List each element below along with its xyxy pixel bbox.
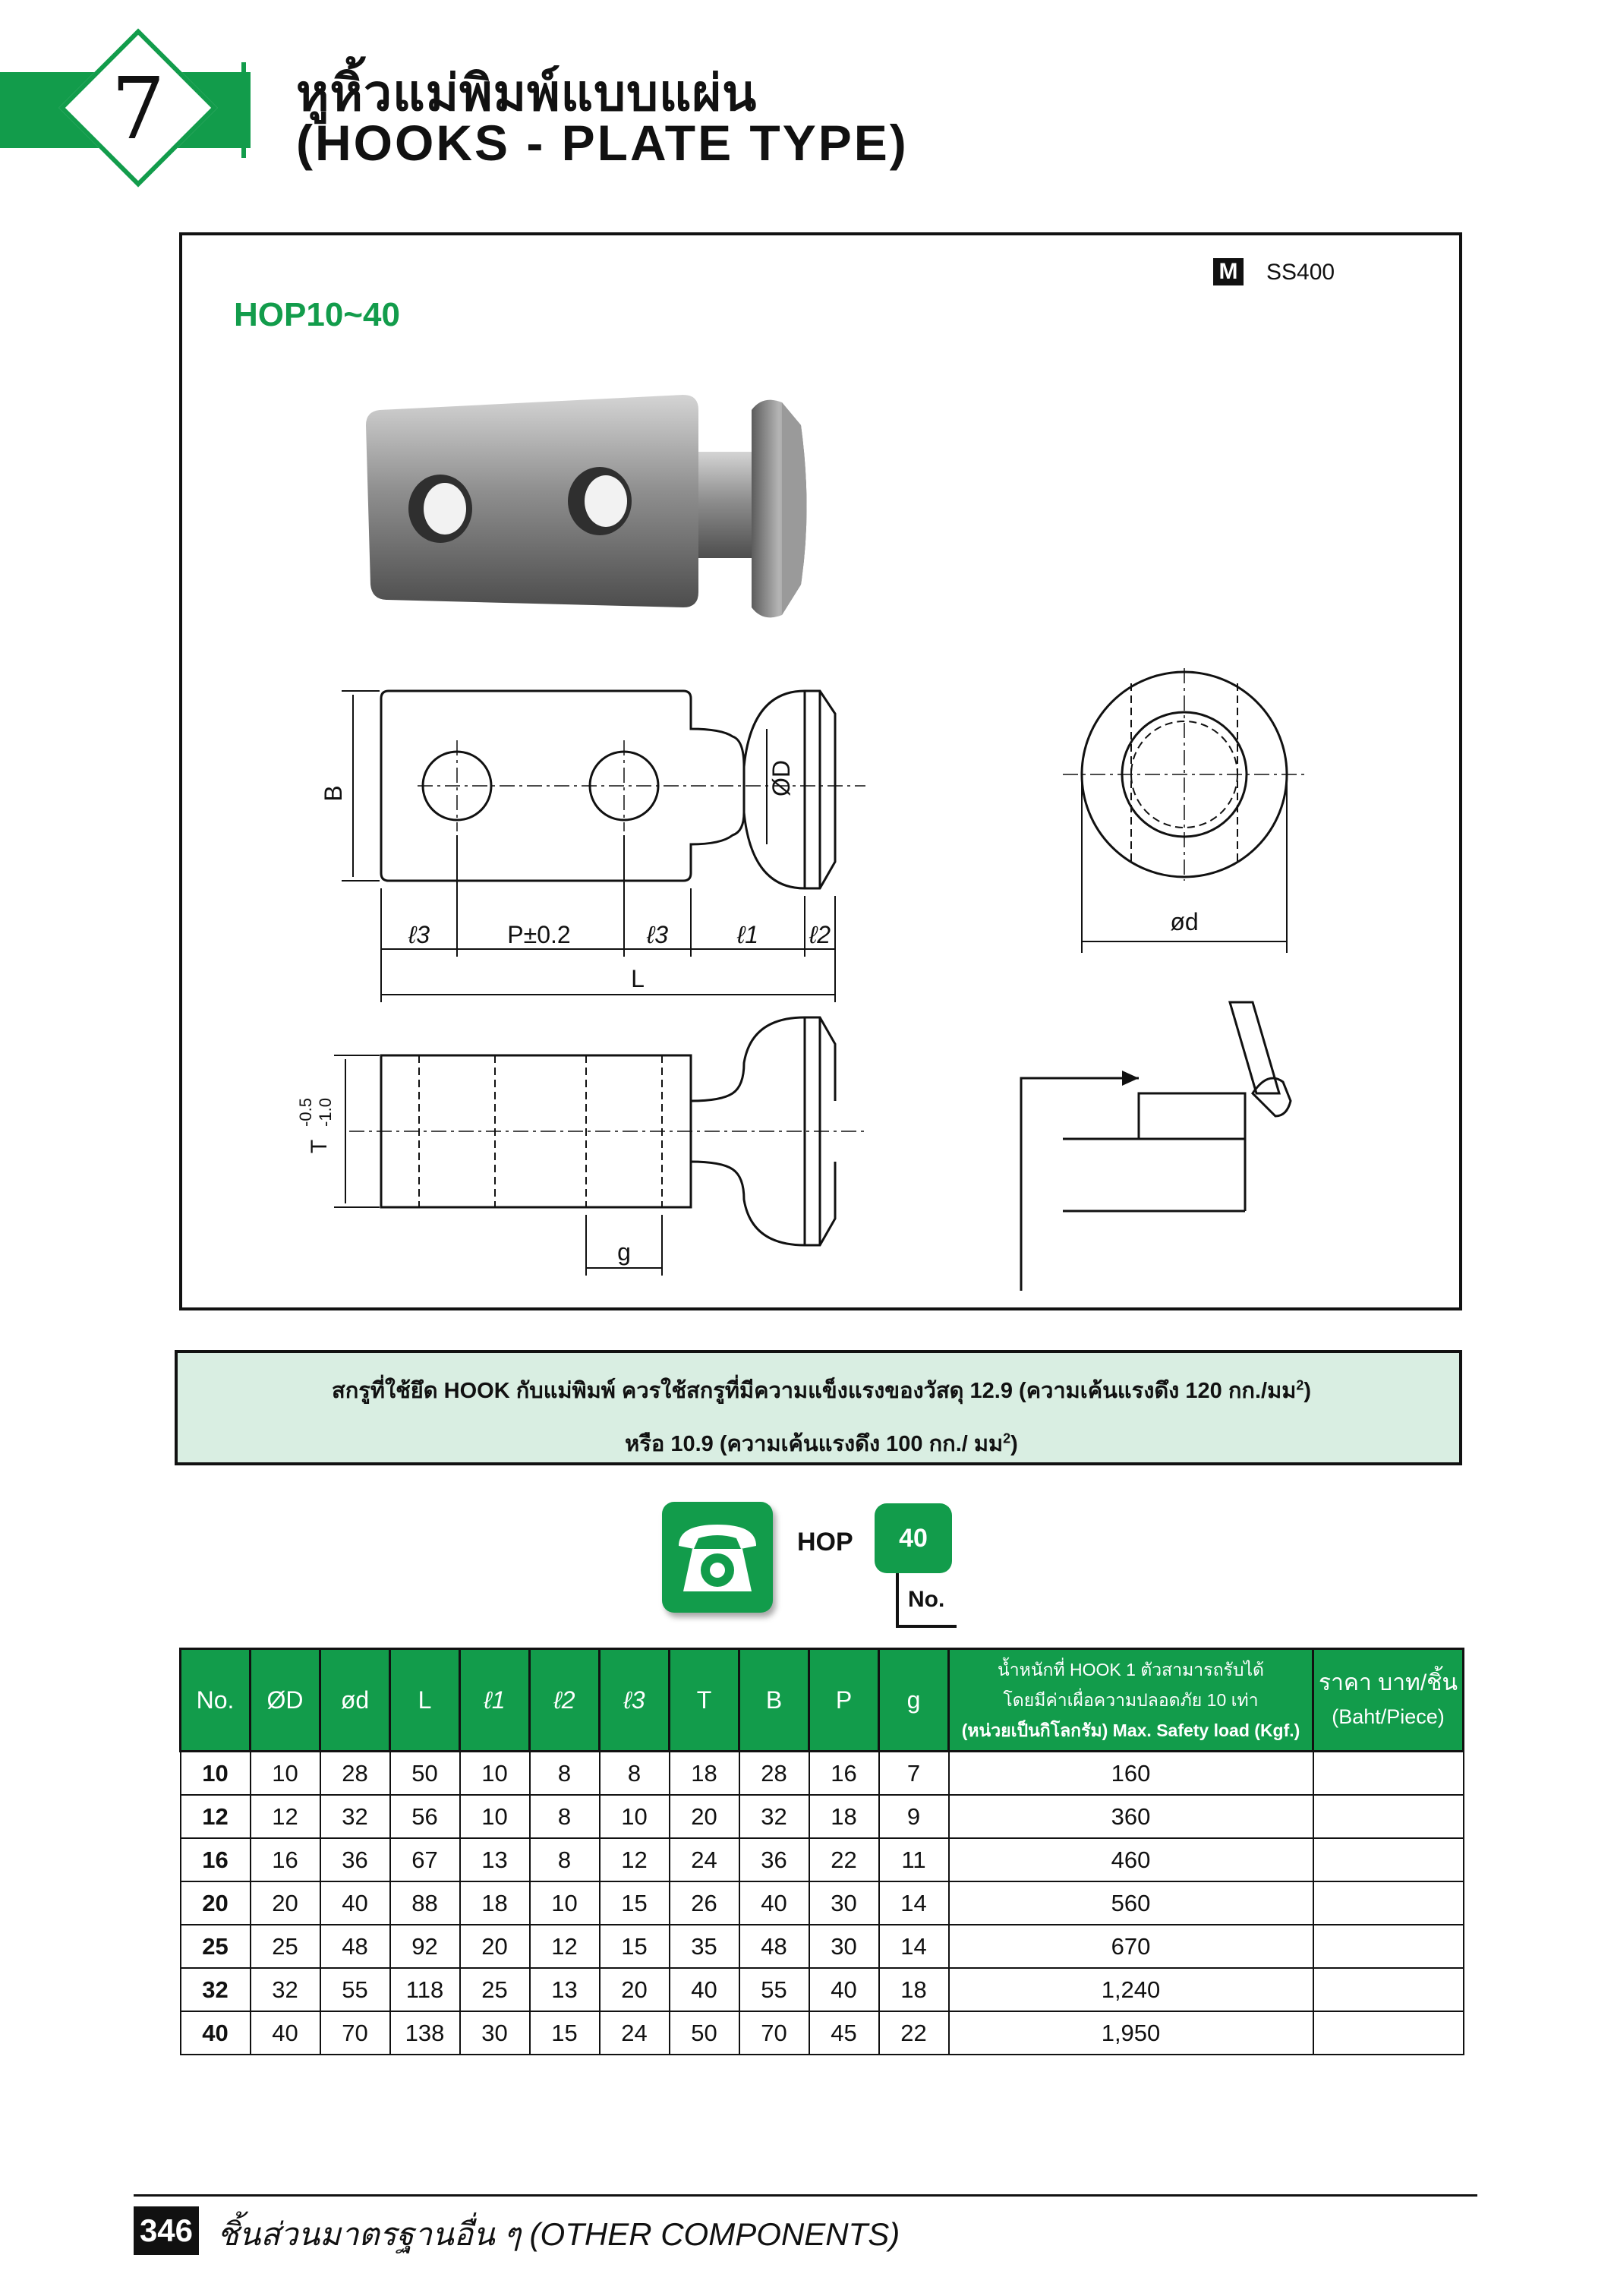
cell-l1: 30 [460, 2011, 530, 2055]
cell-P: 18 [809, 1795, 879, 1838]
cell-D: 10 [251, 1752, 320, 1796]
cell-l2: 13 [530, 1968, 600, 2011]
cell-price [1313, 1752, 1464, 1796]
dim-label-T: T [307, 1139, 332, 1154]
page-title-thai: หูหิ้วแม่พิมพ์แบบแผ่น [296, 65, 758, 121]
cell-P: 16 [809, 1752, 879, 1796]
cell-l3: 20 [600, 1968, 670, 2011]
cell-T: 35 [670, 1925, 739, 1968]
page-number: 346 [134, 2206, 199, 2255]
cell-load: 670 [949, 1925, 1313, 1968]
technical-drawing [288, 668, 1367, 1291]
cell-l3: 8 [600, 1752, 670, 1796]
cell-L: 92 [390, 1925, 460, 1968]
cell-L: 138 [390, 2011, 460, 2055]
cell-D: 20 [251, 1881, 320, 1925]
cell-price [1313, 1925, 1464, 1968]
cell-B: 36 [739, 1838, 809, 1881]
cell-load: 160 [949, 1752, 1313, 1796]
cell-L: 56 [390, 1795, 460, 1838]
header-no: No. [181, 1649, 251, 1752]
note-box [175, 1350, 1462, 1465]
product-photo [357, 380, 888, 638]
cell-g: 14 [879, 1925, 949, 1968]
cell-price [1313, 2011, 1464, 2055]
cell-d: 55 [320, 1968, 390, 2011]
header-d: ød [320, 1649, 390, 1752]
cell-D: 12 [251, 1795, 320, 1838]
cell-g: 9 [879, 1795, 949, 1838]
dim-label-D: ØD [768, 760, 795, 796]
cell-d: 40 [320, 1881, 390, 1925]
cell-B: 28 [739, 1752, 809, 1796]
cell-no: 40 [181, 2011, 251, 2055]
table-row [181, 1752, 1464, 1796]
header-l3: ℓ3 [600, 1649, 670, 1752]
dim-label-l3-right: ℓ3 [646, 921, 669, 948]
cell-L: 118 [390, 1968, 460, 2011]
dim-label-P: P±0.2 [507, 921, 571, 948]
cell-no: 16 [181, 1838, 251, 1881]
cell-l2: 15 [530, 2011, 600, 2055]
cell-no: 32 [181, 1968, 251, 2011]
cell-l2: 8 [530, 1795, 600, 1838]
cell-d: 70 [320, 2011, 390, 2055]
cell-T: 26 [670, 1881, 739, 1925]
table-row [181, 1795, 1464, 1838]
table-row [181, 1968, 1464, 2011]
cell-g: 22 [879, 2011, 949, 2055]
cell-L: 50 [390, 1752, 460, 1796]
cell-l1: 10 [460, 1752, 530, 1796]
header-max-safety-load: น้ำหนักที่ HOOK 1 ตัวสามารถรับได้ โดยมีค่าเผื่อความปลอดภัย 10 เท่า (หน่วยเป็นกิโลกรัม) Max. Safety load (Kgf.) [949, 1649, 1313, 1752]
page-title-english: (HOOKS - PLATE TYPE) [296, 115, 909, 171]
cell-no: 20 [181, 1881, 251, 1925]
material-name: SS400 [1266, 260, 1335, 285]
note-line-2: หรือ 10.9 (ความเค้นแรงดึง 100 กก./ มม$^2$) [625, 1430, 1018, 1456]
order-number-label: No. [908, 1587, 945, 1612]
cell-D: 16 [251, 1838, 320, 1881]
cell-price [1313, 1881, 1464, 1925]
telephone-icon [662, 1502, 773, 1613]
note-line-1: สกรูที่ใช้ยึด HOOK กับแม่พิมพ์ ควรใช้สกรูที่มีความแข็งแรงของวัสดุ 12.9 (ความเค้นแรงดึง 120 กก./มม$^2$) [332, 1377, 1311, 1403]
cell-g: 11 [879, 1838, 949, 1881]
material-badge: M [1213, 258, 1244, 285]
cell-l3: 15 [600, 1925, 670, 1968]
cell-price [1313, 1968, 1464, 2011]
phone-order-icon [662, 1502, 773, 1613]
table-row [181, 1881, 1464, 1925]
spec-table-body [181, 1752, 1464, 2055]
dim-label-d: ød [1170, 908, 1199, 935]
cell-load: 560 [949, 1881, 1313, 1925]
header-P: P [809, 1649, 879, 1752]
cell-g: 7 [879, 1752, 949, 1796]
dim-label-T-tol-lower: -1.0 [316, 1098, 335, 1127]
cell-P: 40 [809, 1968, 879, 2011]
dim-label-l2: ℓ2 [809, 921, 831, 948]
cell-L: 67 [390, 1838, 460, 1881]
cell-l3: 12 [600, 1838, 670, 1881]
header-B: B [739, 1649, 809, 1752]
cell-l2: 10 [530, 1881, 600, 1925]
cell-B: 32 [739, 1795, 809, 1838]
cell-l1: 25 [460, 1968, 530, 2011]
cell-g: 14 [879, 1881, 949, 1925]
header-L: L [390, 1649, 460, 1752]
table-row [181, 2011, 1464, 2055]
table-row [181, 1838, 1464, 1881]
header-price: ราคา บาท/ชิ้น (Baht/Piece) [1313, 1649, 1464, 1752]
cell-P: 30 [809, 1925, 879, 1968]
cell-l1: 20 [460, 1925, 530, 1968]
order-prefix: HOP [797, 1528, 853, 1556]
cell-l3: 10 [600, 1795, 670, 1838]
order-number: 40 [875, 1503, 952, 1573]
table-header-row [181, 1649, 1464, 1752]
cell-d: 28 [320, 1752, 390, 1796]
table-row [181, 1925, 1464, 1968]
cell-B: 40 [739, 1881, 809, 1925]
cell-T: 20 [670, 1795, 739, 1838]
cell-l3: 15 [600, 1881, 670, 1925]
spec-table [179, 1648, 1464, 2055]
cell-load: 1,950 [949, 2011, 1313, 2055]
dim-label-B: B [320, 785, 347, 802]
cell-l2: 8 [530, 1752, 600, 1796]
cell-T: 18 [670, 1752, 739, 1796]
cell-T: 40 [670, 1968, 739, 2011]
cell-l2: 8 [530, 1838, 600, 1881]
cell-l3: 24 [600, 2011, 670, 2055]
cell-no: 12 [181, 1795, 251, 1838]
header-l1: ℓ1 [460, 1649, 530, 1752]
cell-l1: 13 [460, 1838, 530, 1881]
dim-label-l1: ℓ1 [736, 921, 759, 948]
cell-l1: 18 [460, 1881, 530, 1925]
header-g: g [879, 1649, 949, 1752]
cell-no: 25 [181, 1925, 251, 1968]
header-T: T [670, 1649, 739, 1752]
dim-label-l3-left: ℓ3 [408, 921, 430, 948]
cell-load: 360 [949, 1795, 1313, 1838]
cell-price [1313, 1838, 1464, 1881]
section-number: 7 [111, 60, 165, 159]
cell-l1: 10 [460, 1795, 530, 1838]
cell-load: 1,240 [949, 1968, 1313, 2011]
header-D: ØD [251, 1649, 320, 1752]
footer-rule [134, 2194, 1477, 2197]
cell-g: 18 [879, 1968, 949, 2011]
footer-section-title: ชิ้นส่วนมาตรฐานอื่น ๆ (OTHER COMPONENTS) [217, 2216, 900, 2252]
cell-B: 55 [739, 1968, 809, 2011]
cell-load: 460 [949, 1838, 1313, 1881]
cell-L: 88 [390, 1881, 460, 1925]
cell-D: 40 [251, 2011, 320, 2055]
cell-d: 48 [320, 1925, 390, 1968]
cell-T: 50 [670, 2011, 739, 2055]
cell-price [1313, 1795, 1464, 1838]
cell-no: 10 [181, 1752, 251, 1796]
dim-label-g: g [617, 1238, 631, 1266]
cell-P: 30 [809, 1881, 879, 1925]
cell-D: 25 [251, 1925, 320, 1968]
cell-l2: 12 [530, 1925, 600, 1968]
cell-B: 70 [739, 2011, 809, 2055]
cell-P: 45 [809, 2011, 879, 2055]
dim-label-L: L [631, 965, 645, 992]
cell-B: 48 [739, 1925, 809, 1968]
cell-d: 36 [320, 1838, 390, 1881]
cell-d: 32 [320, 1795, 390, 1838]
dim-label-T-tol-upper: -0.5 [296, 1098, 315, 1127]
cell-D: 32 [251, 1968, 320, 2011]
header-l2: ℓ2 [530, 1649, 600, 1752]
model-title: HOP10~40 [234, 296, 400, 333]
cell-T: 24 [670, 1838, 739, 1881]
section-divider [241, 62, 246, 158]
cell-P: 22 [809, 1838, 879, 1881]
